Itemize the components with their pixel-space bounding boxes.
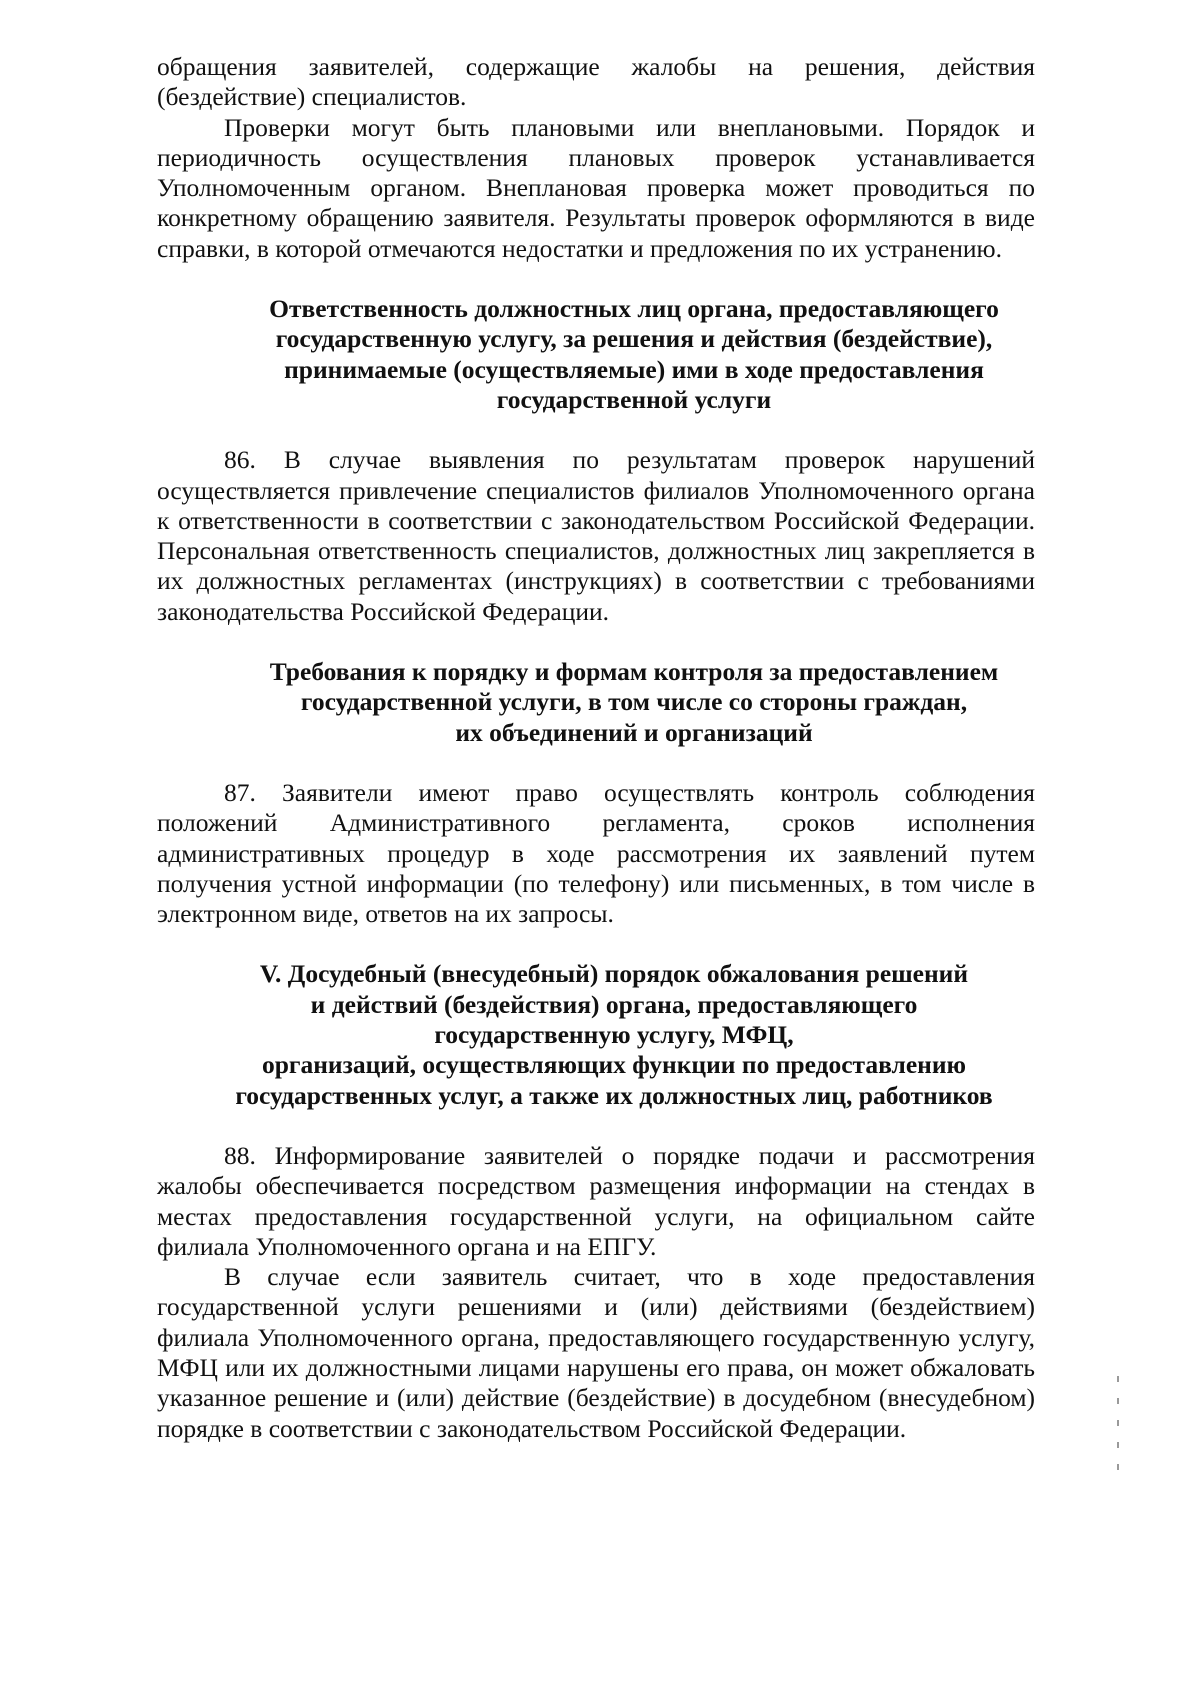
- heading-control-requirements: Требования к порядку и формам контроля за предоставлением государственной услуги, в том числе со стороны граждан, их объединений и организаций: [269, 657, 999, 747]
- paragraph-88: 88. Информирование заявителей о порядке подачи и рассмотрения жалобы обеспечивается посредством размещения информации на стендах в местах предоставления государственной услуги, на официальном сайте филиала Уполномоченного органа и на ЕПГУ.: [157, 1140, 1035, 1261]
- scan-margin-marks: [1117, 1376, 1119, 1486]
- paragraph-inspections: Проверки могут быть плановыми или внеплановыми. Порядок и периодичность осуществления плановых проверок устанавливается Уполномоченным органом. Внеплановая проверка может проводиться по конкретному обращению заявителя. Результаты проверок оформляются в виде справки, в которой отмечаются недостатки и предложения по их устранению.: [157, 112, 1035, 263]
- paragraph-88-continuation: В случае если заявитель считает, что в ходе предоставления государственной услуги решениями и (или) действиями (бездействием) филиала Уполномоченного органа, предоставляющего государственную услугу, МФЦ или их должностными лицами нарушены его права, он может обжаловать указанное решение и (или) действие (бездействие) в досудебном (внесудебном) порядке в соответствии с законодательством Российской Федерации.: [157, 1262, 1035, 1443]
- document-page: [157, 52, 1035, 1444]
- paragraph-86: 86. В случае выявления по результатам проверок нарушений осуществляется привлечение специалистов филиалов Уполномоченного органа к ответственности в соответствии с законодательством Российской Федерации. Персональная ответственность специалистов, должностных лиц закрепляется в их должностных регламентах (инструкциях) в соответствии с требованиями законодательства Российской Федерации.: [157, 445, 1035, 626]
- heading-responsibility: Ответственность должностных лиц органа, предоставляющего государственную услугу, за решения и действия (бездействие), принимаемые (осуществляемые) ими в ходе предоставления государственной услуги: [269, 294, 999, 414]
- paragraph-87: 87. Заявители имеют право осуществлять контроль соблюдения положений Административного регламента, сроков исполнения административных процедур в ходе рассмотрения их заявлений путем получения устной информации (по телефону) или письменных, в том числе в электронном виде, ответов на их запросы.: [157, 777, 1035, 929]
- heading-section-v: V. Досудебный (внесудебный) порядок обжалования решений и действий (бездействия) органа, предоставляющего государственную услугу, МФЦ, организаций, осуществляющих функции по предоставлению государственных услуг, а также их должностных лиц, работников: [235, 959, 993, 1110]
- paragraph-continuation: обращения заявителей, содержащие жалобы на решения, действия (бездействие) специалистов.: [157, 52, 1035, 112]
